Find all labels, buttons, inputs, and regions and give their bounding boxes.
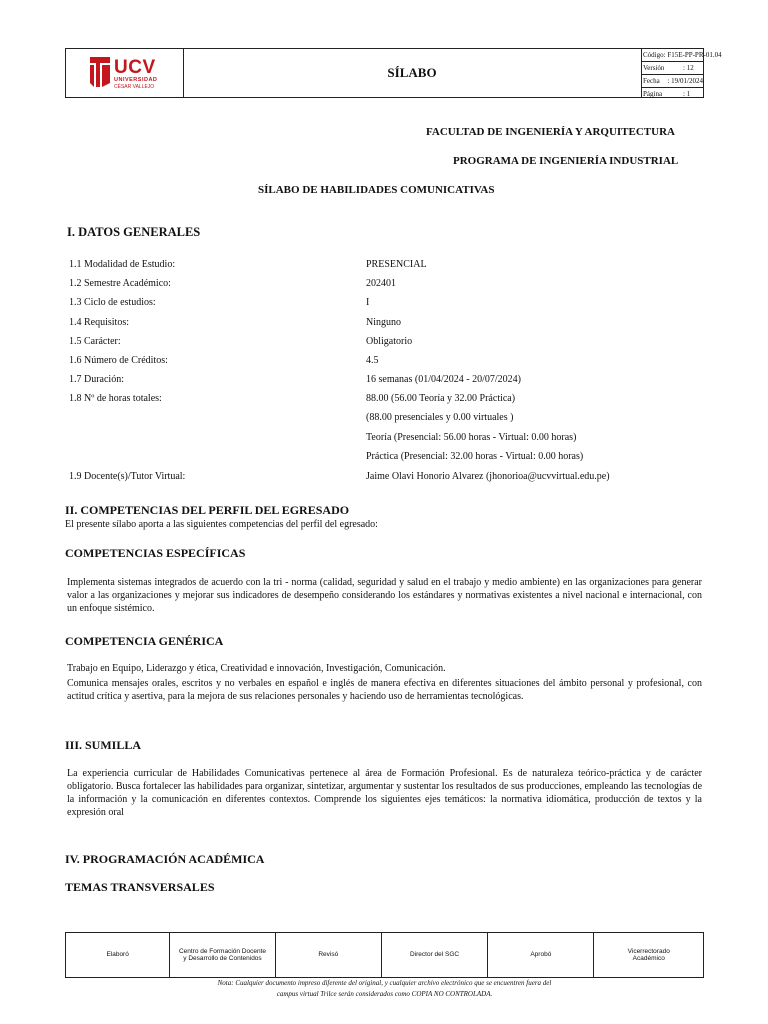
- row-value: 16 semanas (01/04/2024 - 20/07/2024): [366, 374, 521, 385]
- row-label: 1.3 Ciclo de estudios:: [69, 297, 156, 308]
- footer-cell: Centro de Formación Docente y Desarrollo de Contenidos: [170, 933, 275, 977]
- subsection-generica: COMPETENCIA GENÉRICA: [65, 634, 224, 648]
- section-competencias: II. COMPETENCIAS DEL PERFIL DEL EGRESADO: [65, 503, 350, 517]
- row-value: Jaime Olavi Honorio Alvarez (jhonorioa@ucvvirtual.edu.pe): [366, 471, 610, 482]
- row-label: 1.6 Número de Créditos:: [69, 355, 168, 366]
- row-value: Obligatorio: [366, 336, 413, 347]
- meta-key: Código: [643, 51, 664, 59]
- row-label: 1.5 Carácter:: [69, 336, 121, 347]
- logo-text: [114, 58, 157, 90]
- document-header: [65, 48, 722, 98]
- ucv-logo-icon: [90, 57, 110, 87]
- meta-value: : F15E-PP-PR-01.04: [663, 51, 722, 59]
- meta-row-version: [641, 62, 703, 75]
- subsection-temas: TEMAS TRANSVERSALES: [65, 880, 215, 894]
- program-heading: PROGRAMA DE INGENIERÍA INDUSTRIAL: [453, 155, 679, 167]
- row-label: 1.1 Modalidad de Estudio:: [69, 259, 176, 270]
- row-value: (88.00 presenciales y 0.00 virtuales ): [366, 412, 514, 423]
- header-title: SÍLABO: [183, 49, 642, 97]
- footer-note-line2: campus virtual Trilce serán considerados como COPIA NO CONTROLADA.: [276, 990, 493, 998]
- course-heading: SÍLABO DE HABILIDADES COMUNICATIVAS: [258, 184, 495, 196]
- footer-note-line1: Nota: Cualquier documento impreso diferente del original, y cualquier archivo electrónico que se encuentren fuera del: [217, 979, 552, 987]
- row-value: I: [366, 297, 370, 308]
- row-value: Práctica (Presencial: 32.00 horas - Virtual: 0.00 horas): [366, 451, 584, 462]
- row-label: 1.9 Docente(s)/Tutor Virtual:: [69, 471, 186, 482]
- faculty-heading: FACULTAD DE INGENIERÍA Y ARQUITECTURA: [426, 126, 675, 138]
- footer-cell: Vicerrectorado Académico: [627, 947, 670, 962]
- meta-key: Versión: [643, 64, 665, 72]
- section-sumilla: III. SUMILLA: [65, 738, 142, 752]
- meta-value: : 1: [683, 90, 691, 98]
- logo-cell: [66, 49, 184, 97]
- footer-cell: Aprobó: [488, 933, 594, 977]
- row-value: 202401: [366, 278, 396, 289]
- logo-name: UCV: [114, 57, 156, 78]
- row-value: PRESENCIAL: [366, 259, 427, 270]
- meta-row-date: [641, 75, 703, 88]
- signature-table: [65, 932, 704, 978]
- footer-cell: Elaboró: [66, 933, 170, 977]
- meta-key: Página: [643, 90, 663, 98]
- row-label: 1.8 Nº de horas totales:: [69, 393, 162, 404]
- generica-text: Comunica mensajes orales, escritos y no verbales en español e inglés de manera efectiva en diferentes situaciones del ámbito personal y profesional, con actitud crítica y asertiva, para la mejora de sus relaciones personales y haciendo uso de herramientas tecnológicas.: [67, 678, 702, 702]
- footer-cell: Revisó: [276, 933, 382, 977]
- logo-sub1: UNIVERSIDAD: [114, 77, 158, 83]
- row-label: 1.7 Duración:: [69, 374, 124, 385]
- generica-line1: Trabajo en Equipo, Liderazgo y ética, Creatividad e innovación, Investigación, Comunicación.: [67, 663, 446, 674]
- meta-value: : 12: [683, 64, 694, 72]
- footer-cell: Director del SGC: [382, 933, 488, 977]
- sumilla-text: La experiencia curricular de Habilidades Comunicativas pertenece al área de Formación Profesional. Es de naturaleza teórico-práctica y de carácter obligatorio. Busca fortalecer las habilidades para organizar, sintetizar, argumentar y sustentar los resultados de sus producciones, empleando las tecnologías de la información y la comunicación en diferentes contextos. Comprende los siguientes ejes temáticos: la normativa idiomática, producción de textos y la expresión oral: [67, 768, 703, 818]
- meta-row-code: [641, 49, 722, 62]
- section-datos-generales: I. DATOS GENERALES: [67, 225, 201, 239]
- section-programacion: IV. PROGRAMACIÓN ACADÉMICA: [65, 852, 265, 866]
- meta-value: : 19/01/2024: [667, 77, 703, 85]
- meta-row-page: [641, 88, 703, 100]
- especificas-text: Implementa sistemas integrados de acuerdo con la tri - norma (calidad, seguridad y salud en el trabajo y medio ambiente) en las organizaciones para generar valor a las organizaciones y mejorar sus indicadores de desempeño considerando los estándares y normativas existentes a nivel nacional e internacional, con un enfoque sistémico.: [67, 577, 702, 614]
- row-value: Ninguno: [366, 317, 401, 328]
- row-label: 1.4 Requisitos:: [69, 317, 130, 328]
- row-label: 1.2 Semestre Académico:: [69, 278, 171, 289]
- row-value: 4.5: [366, 355, 379, 366]
- row-value: 88.00 (56.00 Teoría y 32.00 Práctica): [366, 393, 516, 404]
- logo-sub2: CÉSAR VALLEJO: [114, 84, 155, 90]
- meta-key: Fecha: [643, 77, 660, 85]
- subsection-especificas: COMPETENCIAS ESPECÍFICAS: [65, 546, 246, 560]
- header-meta: [641, 49, 722, 98]
- row-value: Teoría (Presencial: 56.00 horas - Virtual: 0.00 horas): [366, 432, 577, 443]
- competencias-intro: El presente sílabo aporta a las siguientes competencias del perfil del egresado:: [65, 519, 378, 530]
